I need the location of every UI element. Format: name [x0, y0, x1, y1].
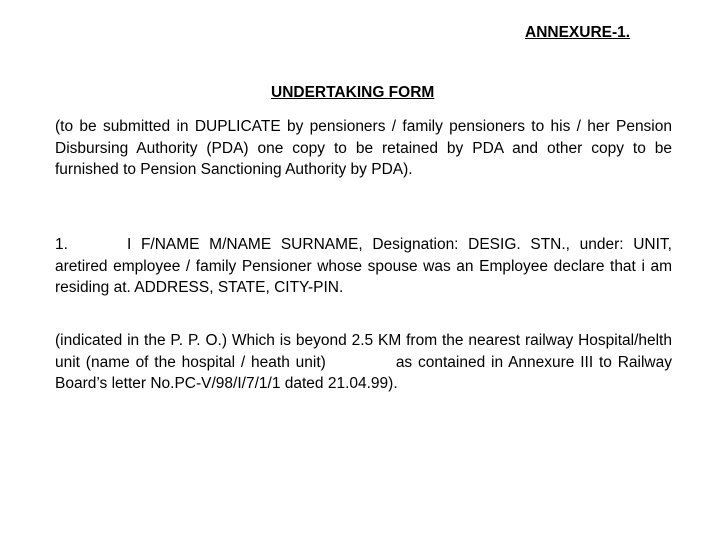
declaration-text: I F/NAME M/NAME SURNAME, Designation: DESIG. STN., under: UNIT, aretired employee / family Pensioner whose spouse was an Employee declare that i am residing at. ADDRESS, STATE, CITY-PIN.: [55, 236, 672, 296]
declaration-number: 1.: [55, 236, 68, 253]
indicated-paragraph: [55, 330, 672, 395]
indicated-text-part2: as contained in Annexure III to Railway Board’s letter No.PC-V/98/I/7/1/1 dated 21.04.99).: [55, 353, 672, 392]
indicated-text-part1: (indicated in the P. P. O.) Which is beyond 2.5 KM from the nearest railway Hospital/helth unit (name of the hospital / heath unit): [55, 332, 672, 371]
intro-paragraph: (to be submitted in DUPLICATE by pensioners / family pensioners to his / her Pension Disbursing Authority (PDA) one copy to be retained by PDA and other copy to be furnished to Pension Sanctioning Authority by PDA).: [55, 118, 672, 178]
declaration-paragraph: [55, 234, 672, 299]
form-title: UNDERTAKING FORM: [271, 84, 435, 101]
annexure-heading: ANNEXURE-1.: [525, 24, 631, 41]
